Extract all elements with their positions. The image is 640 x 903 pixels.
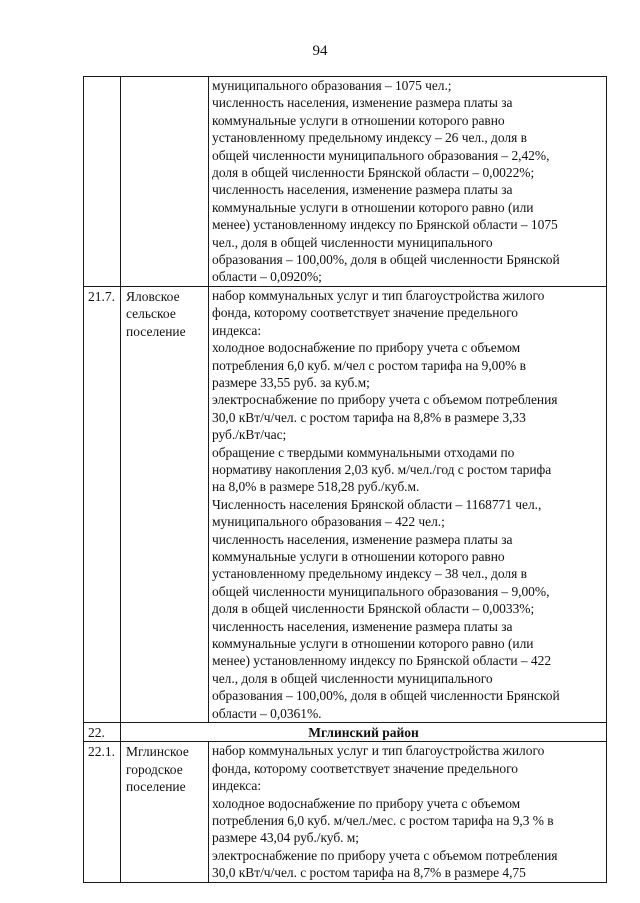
row-number-cell: 21.7.: [84, 286, 121, 722]
text-line: 30,0 кВт/ч/чел. с ростом тарифа на 8,8% в размере 3,33: [212, 409, 526, 425]
row-number-cell: 22.: [84, 723, 121, 742]
text-line: Мглинское: [126, 744, 189, 760]
text-line: электроснабжение по прибору учета с объемом потребления: [212, 392, 558, 408]
text-line: образования – 100,00%, доля в общей численности Брянской: [212, 688, 560, 704]
description-cell: [209, 77, 607, 287]
text-line: общей численности муниципального образования – 2,42%,: [212, 147, 550, 163]
text-line: Яловское: [126, 288, 180, 304]
text-line: обращение с твердыми коммунальными отходами по: [212, 444, 515, 460]
text-line: коммунальные услуги в отношении которого равно: [212, 548, 505, 564]
text-line: численность населения, изменение размера платы за: [212, 618, 513, 634]
text-line: менее) установленному индексу по Брянской области – 422: [212, 653, 552, 669]
text-line: доля в общей численности Брянской области – 0,0022%;: [212, 165, 535, 181]
text-line: 30,0 кВт/ч/чел. с ростом тарифа на 8,7% в размере 4,75: [212, 865, 526, 881]
description-cell: [209, 286, 607, 722]
district-row: [84, 723, 607, 742]
text-line: набор коммунальных услуг и тип благоустройства жилого: [212, 287, 545, 303]
text-line: руб./кВт/час;: [212, 427, 287, 443]
text-line: размере 43,04 руб./куб. м;: [212, 830, 359, 846]
text-line: размере 33,55 руб. за куб.м;: [212, 374, 370, 390]
text-line: менее) установленному индексу по Брянской области – 1075: [212, 217, 558, 233]
text-line: чел., доля в общей численности муниципального: [212, 670, 493, 686]
district-title: Мглинский район: [121, 723, 607, 742]
text-line: холодное водоснабжение по прибору учета с объемом: [212, 340, 521, 356]
text-line: индекса:: [212, 778, 262, 794]
text-line: доля в общей численности Брянской области – 0,0033%;: [212, 601, 535, 617]
table-row: [84, 286, 607, 722]
text-line: электроснабжение по прибору учета с объемом потребления: [212, 847, 558, 863]
text-line: численность населения, изменение размера платы за: [212, 531, 513, 547]
text-line: потребления 6,0 куб. м/чел./мес. с ростом тарифа на 9,3 % в: [212, 813, 554, 829]
text-line: общей численности муниципального образования – 9,00%,: [212, 583, 550, 599]
text-line: набор коммунальных услуг и тип благоустройства жилого: [212, 743, 545, 759]
settlement-name-cell: [121, 742, 209, 882]
text-line: нормативу накопления 2,03 куб. м/чел./год с ростом тарифа: [212, 461, 552, 477]
table-row: [84, 742, 607, 882]
text-line: области – 0,0920%;: [212, 269, 322, 285]
text-line: установленному предельному индексу – 26 чел., доля в: [212, 130, 527, 146]
text-line: муниципального образования – 1075 чел.;: [212, 78, 452, 93]
text-line: образования – 100,00%, доля в общей численности Брянской: [212, 252, 560, 268]
text-line: городское: [126, 761, 183, 777]
text-line: коммунальные услуги в отношении которого равно (или: [212, 636, 534, 651]
text-line: сельское: [126, 306, 176, 322]
text-line: численность населения, изменение размера платы за: [212, 182, 513, 198]
text-line: фонда, которому соответствует значение предельного: [212, 760, 518, 776]
text-line: муниципального образования – 422 чел.;: [212, 514, 445, 530]
text-line: коммунальные услуги в отношении которого равно (или: [212, 199, 534, 215]
text-line: установленному предельному индексу – 38 чел., доля в: [212, 566, 527, 582]
settlement-name-cell: [121, 77, 209, 287]
text-line: потребления 6,0 куб. м/чел с ростом тарифа на 9,00% в: [212, 357, 526, 373]
text-line: поселение: [126, 779, 186, 795]
settlement-name-cell: [121, 286, 209, 722]
table-row: [84, 77, 607, 287]
text-line: поселение: [126, 323, 186, 339]
tariff-table: [83, 76, 607, 883]
text-line: области – 0,0361%.: [212, 705, 322, 721]
text-line: на 8,0% в размере 518,28 руб./куб.м.: [212, 479, 420, 495]
text-line: численность населения, изменение размера платы за: [212, 95, 513, 111]
text-line: коммунальные услуги в отношении которого равно: [212, 112, 505, 128]
text-line: холодное водоснабжение по прибору учета с объемом: [212, 795, 521, 811]
page-number: 94: [312, 43, 328, 59]
text-line: фонда, которому соответствует значение предельного: [212, 305, 518, 321]
text-line: индекса:: [212, 322, 262, 338]
text-line: чел., доля в общей численности муниципального: [212, 234, 493, 250]
row-number-cell: 22.1.: [84, 742, 121, 882]
text-line: Численность населения Брянской области – 1168771 чел.,: [212, 496, 542, 512]
row-number-cell: [84, 77, 121, 287]
description-cell: [209, 742, 607, 882]
